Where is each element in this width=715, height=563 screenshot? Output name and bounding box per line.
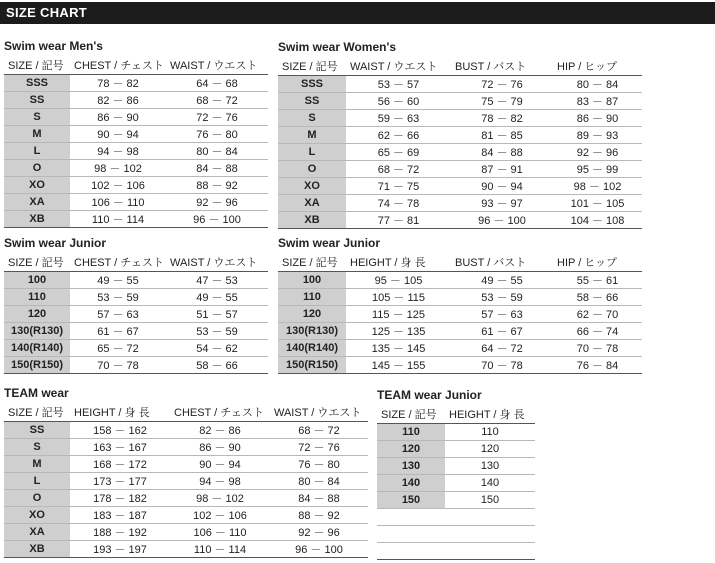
measure-cell: 49 － 55 — [166, 289, 268, 306]
measure-cell: 49 － 55 — [451, 272, 553, 289]
table-row — [4, 422, 368, 439]
column-header: SIZE / 記号 — [278, 57, 346, 76]
table-row — [377, 458, 535, 475]
column-header: SIZE / 記号 — [278, 253, 346, 272]
measure-cell: 106 － 110 — [70, 194, 166, 211]
table-row — [4, 75, 268, 92]
measure-cell: 92 － 96 — [270, 524, 368, 541]
column-header: HEIGHT / 身 長 — [346, 253, 451, 272]
measure-cell: 125 － 135 — [346, 323, 451, 340]
measure-cell: 55 － 61 — [553, 272, 642, 289]
size-cell: 130(R130) — [278, 323, 346, 340]
table-row — [377, 475, 535, 492]
measure-cell: 145 － 155 — [346, 357, 451, 374]
measure-cell: 75 － 79 — [451, 93, 553, 110]
measure-cell: 76 － 84 — [553, 357, 642, 374]
header-row — [278, 57, 642, 76]
measure-cell: 88 － 92 — [270, 507, 368, 524]
mens-title: Swim wear Men's — [4, 39, 103, 53]
page-title: SIZE CHART — [6, 5, 87, 20]
measure-cell: 49 － 55 — [70, 272, 166, 289]
measure-cell: 72 － 76 — [270, 439, 368, 456]
size-cell: XA — [278, 195, 346, 212]
measure-cell: 163 － 167 — [70, 439, 170, 456]
womens-section — [278, 39, 642, 229]
measure-cell: 78 － 82 — [451, 110, 553, 127]
size-cell: XB — [4, 541, 70, 558]
measure-cell: 54 － 62 — [166, 340, 268, 357]
size-cell: 120 — [4, 306, 70, 323]
measure-cell: 92 － 96 — [166, 194, 268, 211]
size-cell: 110 — [4, 289, 70, 306]
empty-cell — [445, 509, 535, 526]
table-row — [4, 507, 368, 524]
measure-cell: 96 － 100 — [270, 541, 368, 558]
measure-cell: 80 － 84 — [553, 76, 642, 93]
measure-cell: 94 － 98 — [170, 473, 270, 490]
measure-cell: 98 － 102 — [70, 160, 166, 177]
measure-cell: 65 － 72 — [70, 340, 166, 357]
measure-cell: 140 — [445, 475, 535, 492]
measure-cell: 78 － 82 — [70, 75, 166, 92]
size-cell: SSS — [4, 75, 70, 92]
table-row — [377, 492, 535, 509]
size-cell: 120 — [278, 306, 346, 323]
measure-cell: 110 — [445, 424, 535, 441]
measure-cell: 64 － 72 — [451, 340, 553, 357]
size-cell: 150(R150) — [4, 357, 70, 374]
table-row — [278, 161, 642, 178]
header-row — [278, 253, 642, 272]
column-header: HEIGHT / 身 長 — [70, 403, 170, 422]
junior-height-section — [278, 235, 642, 374]
table-row — [278, 93, 642, 110]
size-cell: M — [278, 127, 346, 144]
junior-chest-section — [4, 235, 268, 374]
size-cell: 100 — [278, 272, 346, 289]
column-header: SIZE / 記号 — [4, 403, 70, 422]
table-row — [278, 76, 642, 93]
table-row — [278, 357, 642, 374]
measure-cell: 96 － 100 — [166, 211, 268, 228]
size-cell: O — [4, 490, 70, 507]
team-table — [4, 403, 368, 558]
empty-row — [377, 509, 535, 526]
size-cell: 100 — [4, 272, 70, 289]
table-row — [4, 456, 368, 473]
measure-cell: 62 － 70 — [553, 306, 642, 323]
measure-cell: 101 － 105 — [553, 195, 642, 212]
size-cell: 150(R150) — [278, 357, 346, 374]
measure-cell: 110 － 114 — [70, 211, 166, 228]
measure-cell: 94 － 98 — [70, 143, 166, 160]
measure-cell: 68 － 72 — [270, 422, 368, 439]
measure-cell: 76 － 80 — [270, 456, 368, 473]
measure-cell: 102 － 106 — [170, 507, 270, 524]
table-row — [4, 323, 268, 340]
size-cell: 120 — [377, 441, 445, 458]
measure-cell: 102 － 106 — [70, 177, 166, 194]
measure-cell: 68 － 72 — [346, 161, 451, 178]
measure-cell: 98 － 102 — [553, 178, 642, 195]
measure-cell: 58 － 66 — [553, 289, 642, 306]
column-header: SIZE / 記号 — [4, 253, 70, 272]
measure-cell: 62 － 66 — [346, 127, 451, 144]
table-row — [4, 109, 268, 126]
header-row — [4, 56, 268, 75]
measure-cell: 76 － 80 — [166, 126, 268, 143]
measure-cell: 61 － 67 — [451, 323, 553, 340]
size-cell: L — [278, 144, 346, 161]
womens-table — [278, 57, 642, 229]
column-header: HIP / ヒップ — [553, 253, 642, 272]
measure-cell: 120 — [445, 441, 535, 458]
column-header: CHEST / チェスト — [170, 403, 270, 422]
measure-cell: 82 － 86 — [70, 92, 166, 109]
table-row — [4, 473, 368, 490]
measure-cell: 93 － 97 — [451, 195, 553, 212]
measure-cell: 81 － 85 — [451, 127, 553, 144]
size-cell: S — [4, 439, 70, 456]
table-row — [4, 289, 268, 306]
table-row — [4, 357, 268, 374]
table-row — [278, 272, 642, 289]
size-cell: XB — [4, 211, 70, 228]
empty-cell — [377, 509, 445, 526]
table-row — [278, 323, 642, 340]
table-row — [4, 541, 368, 558]
size-cell: M — [4, 126, 70, 143]
table-row — [278, 127, 642, 144]
header-row — [377, 405, 535, 424]
empty-cell — [377, 526, 445, 543]
table-row — [4, 306, 268, 323]
measure-cell: 130 — [445, 458, 535, 475]
table-row — [377, 424, 535, 441]
size-cell: XB — [278, 212, 346, 229]
measure-cell: 51 － 57 — [166, 306, 268, 323]
size-cell: 110 — [377, 424, 445, 441]
size-cell: 140(R140) — [278, 340, 346, 357]
measure-cell: 70 － 78 — [451, 357, 553, 374]
measure-cell: 98 － 102 — [170, 490, 270, 507]
size-cell: L — [4, 143, 70, 160]
table-row — [4, 439, 368, 456]
column-header: WAIST / ウエスト — [166, 56, 268, 75]
measure-cell: 106 － 110 — [170, 524, 270, 541]
measure-cell: 84 － 88 — [451, 144, 553, 161]
measure-cell: 53 － 59 — [451, 289, 553, 306]
measure-cell: 87 － 91 — [451, 161, 553, 178]
measure-cell: 47 － 53 — [166, 272, 268, 289]
table-row — [278, 178, 642, 195]
column-header: HEIGHT / 身 長 — [445, 405, 535, 424]
empty-cell — [445, 543, 535, 560]
table-row — [278, 144, 642, 161]
size-cell: M — [4, 456, 70, 473]
column-header: CHEST / チェスト — [70, 253, 166, 272]
measure-cell: 74 － 78 — [346, 195, 451, 212]
measure-cell: 80 － 84 — [270, 473, 368, 490]
junior-height-table — [278, 253, 642, 374]
junior-chest-title: Swim wear Junior — [4, 236, 107, 250]
empty-row — [377, 543, 535, 560]
column-header: WAIST / ウエスト — [270, 403, 368, 422]
table-row — [278, 289, 642, 306]
measure-cell: 82 － 86 — [170, 422, 270, 439]
empty-cell — [377, 543, 445, 560]
size-cell: 130(R130) — [4, 323, 70, 340]
empty-cell — [445, 526, 535, 543]
measure-cell: 89 － 93 — [553, 127, 642, 144]
size-cell: XA — [4, 524, 70, 541]
mens-section — [4, 38, 268, 228]
column-header: BUST / バスト — [451, 57, 553, 76]
measure-cell: 53 － 57 — [346, 76, 451, 93]
measure-cell: 71 － 75 — [346, 178, 451, 195]
table-row — [278, 110, 642, 127]
measure-cell: 95 － 105 — [346, 272, 451, 289]
table-row — [278, 195, 642, 212]
size-cell: S — [4, 109, 70, 126]
table-row — [278, 306, 642, 323]
table-row — [4, 211, 268, 228]
size-cell: 140 — [377, 475, 445, 492]
measure-cell: 96 － 100 — [451, 212, 553, 229]
table-row — [4, 177, 268, 194]
measure-cell: 53 － 59 — [70, 289, 166, 306]
junior-height-title: Swim wear Junior — [278, 236, 381, 250]
size-cell: L — [4, 473, 70, 490]
measure-cell: 80 － 84 — [166, 143, 268, 160]
measure-cell: 90 － 94 — [70, 126, 166, 143]
team-junior-table — [377, 405, 535, 560]
measure-cell: 57 － 63 — [451, 306, 553, 323]
measure-cell: 105 － 115 — [346, 289, 451, 306]
column-header: BUST / バスト — [451, 253, 553, 272]
size-chart-banner — [0, 2, 715, 24]
size-cell: S — [278, 110, 346, 127]
column-header: WAIST / ウエスト — [346, 57, 451, 76]
table-row — [377, 441, 535, 458]
measure-cell: 84 － 88 — [270, 490, 368, 507]
size-cell: O — [4, 160, 70, 177]
size-cell: SS — [4, 422, 70, 439]
measure-cell: 90 － 94 — [451, 178, 553, 195]
size-cell: SS — [278, 93, 346, 110]
measure-cell: 53 － 59 — [166, 323, 268, 340]
measure-cell: 66 － 74 — [553, 323, 642, 340]
size-cell: 140(R140) — [4, 340, 70, 357]
measure-cell: 115 － 125 — [346, 306, 451, 323]
measure-cell: 61 － 67 — [70, 323, 166, 340]
size-cell: 110 — [278, 289, 346, 306]
table-row — [278, 212, 642, 229]
size-cell: SS — [4, 92, 70, 109]
measure-cell: 188 － 192 — [70, 524, 170, 541]
measure-cell: 168 － 172 — [70, 456, 170, 473]
size-cell: 130 — [377, 458, 445, 475]
measure-cell: 65 － 69 — [346, 144, 451, 161]
measure-cell: 193 － 197 — [70, 541, 170, 558]
measure-cell: 64 － 68 — [166, 75, 268, 92]
column-header: HIP / ヒップ — [553, 57, 642, 76]
womens-title: Swim wear Women's — [278, 40, 397, 54]
table-row — [4, 194, 268, 211]
column-header: WAIST / ウエスト — [166, 253, 268, 272]
measure-cell: 183 － 187 — [70, 507, 170, 524]
measure-cell: 84 － 88 — [166, 160, 268, 177]
measure-cell: 68 － 72 — [166, 92, 268, 109]
measure-cell: 70 － 78 — [553, 340, 642, 357]
table-row — [4, 143, 268, 160]
measure-cell: 57 － 63 — [70, 306, 166, 323]
measure-cell: 86 － 90 — [170, 439, 270, 456]
measure-cell: 56 － 60 — [346, 93, 451, 110]
empty-row — [377, 526, 535, 543]
measure-cell: 72 － 76 — [451, 76, 553, 93]
table-row — [4, 524, 368, 541]
team-junior-title: TEAM wear Junior — [377, 388, 482, 402]
measure-cell: 77 － 81 — [346, 212, 451, 229]
measure-cell: 72 － 76 — [166, 109, 268, 126]
size-cell: O — [278, 161, 346, 178]
header-row — [4, 403, 368, 422]
team-title: TEAM wear — [4, 386, 69, 400]
team-junior-section — [377, 387, 535, 560]
column-header: CHEST / チェスト — [70, 56, 166, 75]
table-row — [4, 126, 268, 143]
size-cell: XO — [4, 507, 70, 524]
measure-cell: 135 － 145 — [346, 340, 451, 357]
table-row — [4, 340, 268, 357]
measure-cell: 88 － 92 — [166, 177, 268, 194]
measure-cell: 70 － 78 — [70, 357, 166, 374]
measure-cell: 95 － 99 — [553, 161, 642, 178]
measure-cell: 150 — [445, 492, 535, 509]
measure-cell: 158 － 162 — [70, 422, 170, 439]
measure-cell: 178 － 182 — [70, 490, 170, 507]
size-cell: 150 — [377, 492, 445, 509]
table-row — [4, 92, 268, 109]
header-row — [4, 253, 268, 272]
measure-cell: 90 － 94 — [170, 456, 270, 473]
measure-cell: 86 － 90 — [70, 109, 166, 126]
junior-chest-table — [4, 253, 268, 374]
size-cell: XO — [278, 178, 346, 195]
size-cell: XO — [4, 177, 70, 194]
size-cell: SSS — [278, 76, 346, 93]
mens-table — [4, 56, 268, 228]
table-row — [4, 490, 368, 507]
measure-cell: 58 － 66 — [166, 357, 268, 374]
column-header: SIZE / 記号 — [377, 405, 445, 424]
measure-cell: 104 － 108 — [553, 212, 642, 229]
measure-cell: 92 － 96 — [553, 144, 642, 161]
measure-cell: 86 － 90 — [553, 110, 642, 127]
measure-cell: 110 － 114 — [170, 541, 270, 558]
measure-cell: 173 － 177 — [70, 473, 170, 490]
table-row — [4, 272, 268, 289]
team-section — [4, 385, 368, 558]
measure-cell: 59 － 63 — [346, 110, 451, 127]
table-row — [278, 340, 642, 357]
measure-cell: 83 － 87 — [553, 93, 642, 110]
table-row — [4, 160, 268, 177]
column-header: SIZE / 記号 — [4, 56, 70, 75]
size-cell: XA — [4, 194, 70, 211]
